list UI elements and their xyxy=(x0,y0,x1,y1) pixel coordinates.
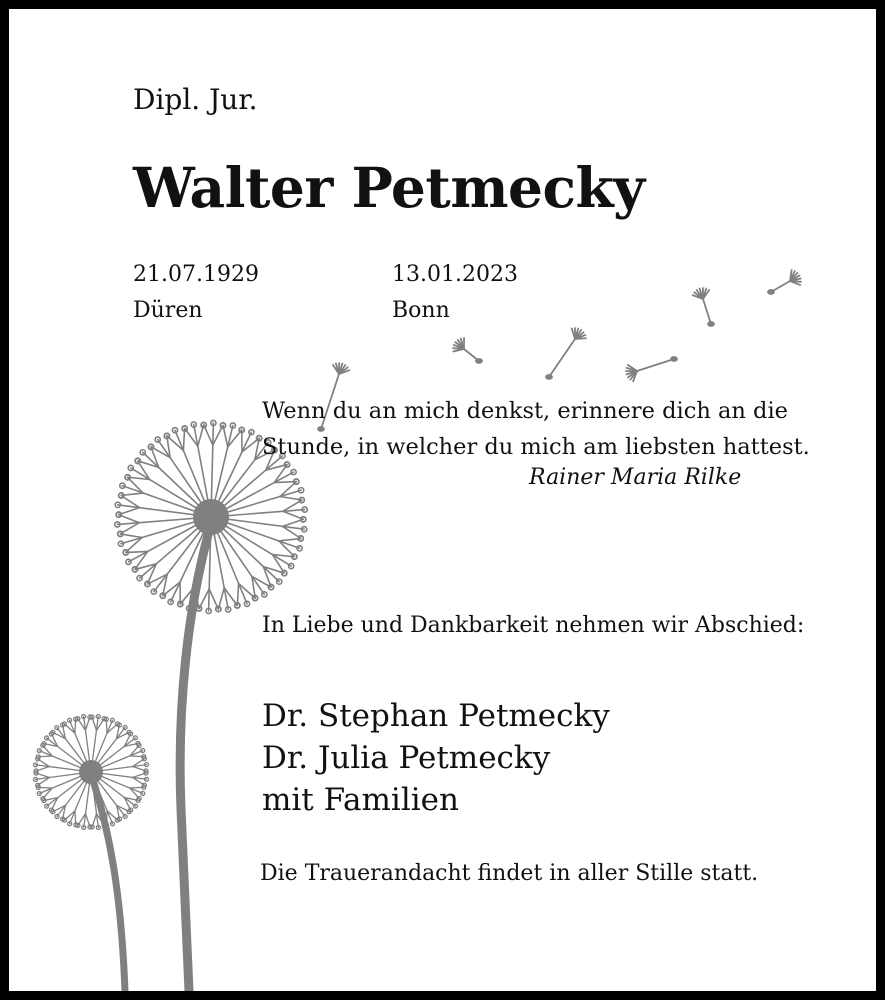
mourners-list xyxy=(262,695,610,821)
death-place: Bonn xyxy=(392,298,450,323)
birth-place: Düren xyxy=(133,298,203,323)
deceased-name: Walter Petmecky xyxy=(133,155,645,220)
academic-title: Dipl. Jur. xyxy=(133,83,258,116)
large-dandelion-center xyxy=(193,499,229,535)
quote-line: Stunde, in welcher du mich am liebsten hattest. xyxy=(262,434,810,460)
mourner-name: Dr. Stephan Petmecky xyxy=(262,698,610,734)
farewell-intro: In Liebe und Dankbarkeit nehmen wir Abschied: xyxy=(262,613,805,638)
death-date: 13.01.2023 xyxy=(392,262,518,287)
birth-date: 21.07.1929 xyxy=(133,262,259,287)
quote-author: Rainer Maria Rilke xyxy=(529,465,742,490)
service-notice: Die Trauerandacht findet in aller Stille statt. xyxy=(260,861,759,886)
death-info xyxy=(392,257,518,329)
quote xyxy=(262,393,810,465)
birth-info xyxy=(133,257,259,329)
mourner-name: mit Familien xyxy=(262,782,459,818)
quote-line: Wenn du an mich denkst, erinnere dich an die xyxy=(262,398,788,424)
mourner-name: Dr. Julia Petmecky xyxy=(262,740,551,776)
small-dandelion-center xyxy=(79,760,103,784)
